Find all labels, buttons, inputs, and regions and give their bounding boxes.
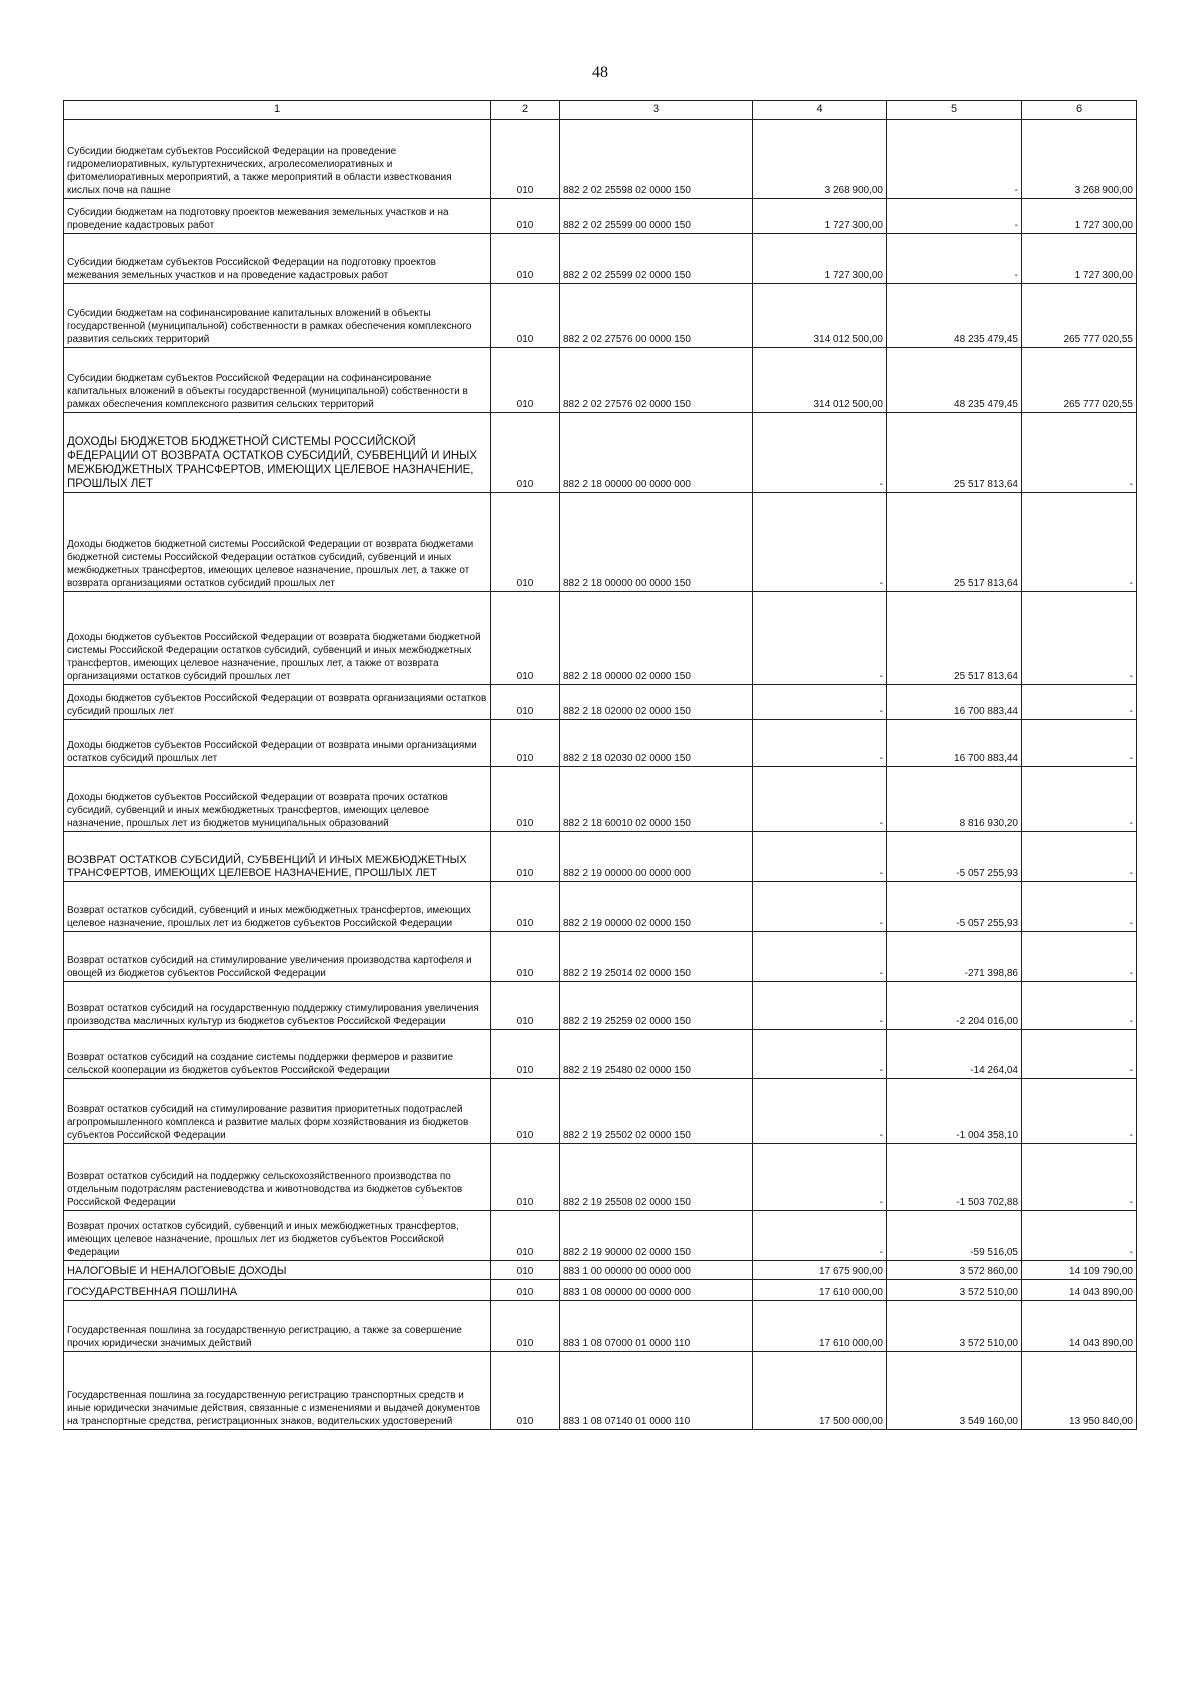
row-name: НАЛОГОВЫЕ И НЕНАЛОГОВЫЕ ДОХОДЫ — [64, 1261, 491, 1280]
row-name: Доходы бюджетов субъектов Российской Федерации от возврата бюджетами бюджетной системы Российской Федерации остатков субсидий, субвенций и иных межбюджетных трансфертов, имеющих целевое назначение, прошлых лет, а также от возврата организациями остатков субсидий прошлых лет — [64, 592, 491, 685]
table-row — [64, 493, 1137, 592]
row-code: 010 — [491, 413, 560, 493]
row-name: ГОСУДАРСТВЕННАЯ ПОШЛИНА — [64, 1280, 491, 1301]
row-col5-value: 3 572 510,00 — [887, 1280, 1022, 1301]
table-row — [64, 284, 1137, 348]
col-header-5: 5 — [887, 101, 1022, 120]
row-col5-value: -14 264,04 — [887, 1030, 1022, 1079]
row-col4-value: 314 012 500,00 — [753, 284, 887, 348]
table-row — [64, 234, 1137, 284]
row-col5-value: 25 517 813,64 — [887, 592, 1022, 685]
row-kbk: 882 2 02 27576 00 0000 150 — [560, 284, 753, 348]
budget-table — [63, 100, 1137, 1430]
header-row — [64, 101, 1137, 120]
row-kbk: 882 2 18 02030 02 0000 150 — [560, 720, 753, 767]
row-kbk: 882 2 19 25014 02 0000 150 — [560, 932, 753, 982]
row-code: 010 — [491, 199, 560, 234]
row-kbk: 882 2 19 25259 02 0000 150 — [560, 982, 753, 1030]
row-col5-value: -59 516,05 — [887, 1211, 1022, 1261]
row-name: Субсидии бюджетам на подготовку проектов межевания земельных участков и на проведение кадастровых работ — [64, 199, 491, 234]
table-row — [64, 982, 1137, 1030]
row-col6-value: - — [1022, 982, 1137, 1030]
row-name: Государственная пошлина за государственную регистрацию, а также за совершение прочих юридически значимых действий — [64, 1301, 491, 1352]
row-col4-value: 314 012 500,00 — [753, 348, 887, 413]
row-name: Возврат остатков субсидий на создание системы поддержки фермеров и развитие сельской кооперации из бюджетов субъектов Российской Федерации — [64, 1030, 491, 1079]
table-row — [64, 199, 1137, 234]
row-col6-value: 14 043 890,00 — [1022, 1301, 1137, 1352]
row-name: Субсидии бюджетам субъектов Российской Федерации на проведение гидромелиоративных, культуртехнических, агролесомелиоративных и фитомелиоративных мероприятий, а также мероприятий в области известкования кислых почв на пашне — [64, 120, 491, 199]
row-col4-value: - — [753, 982, 887, 1030]
row-name: Возврат остатков субсидий на стимулирование увеличения производства картофеля и овощей из бюджетов субъектов Российской Федерации — [64, 932, 491, 982]
row-col4-value: 3 268 900,00 — [753, 120, 887, 199]
row-col4-value: 17 610 000,00 — [753, 1280, 887, 1301]
row-col5-value: 3 572 510,00 — [887, 1301, 1022, 1352]
row-kbk: 882 2 02 27576 02 0000 150 — [560, 348, 753, 413]
row-col5-value: 3 549 160,00 — [887, 1352, 1022, 1430]
row-kbk: 883 1 08 00000 00 0000 000 — [560, 1280, 753, 1301]
row-col4-value: 17 500 000,00 — [753, 1352, 887, 1430]
row-col4-value: - — [753, 832, 887, 882]
row-col5-value: 8 816 930,20 — [887, 767, 1022, 832]
table-row — [64, 767, 1137, 832]
row-col4-value: - — [753, 720, 887, 767]
row-col6-value: 265 777 020,55 — [1022, 284, 1137, 348]
row-col4-value: - — [753, 413, 887, 493]
row-col5-value: 48 235 479,45 — [887, 348, 1022, 413]
row-col5-value: - — [887, 199, 1022, 234]
row-name: Возврат прочих остатков субсидий, субвенций и иных межбюджетных трансфертов, имеющих целевое назначение, прошлых лет из бюджетов субъектов Российской Федерации — [64, 1211, 491, 1261]
row-kbk: 882 2 19 25502 02 0000 150 — [560, 1079, 753, 1144]
row-name: Субсидии бюджетам субъектов Российской Федерации на софинансирование капитальных вложений в объекты государственной (муниципальной) собственности в рамках обеспечения комплексного развития сельских территорий — [64, 348, 491, 413]
row-col6-value: 14 109 790,00 — [1022, 1261, 1137, 1280]
row-name: Субсидии бюджетам на софинансирование капитальных вложений в объекты государственной (муниципальной) собственности в рамках обеспечения комплексного развития сельских территорий — [64, 284, 491, 348]
row-col6-value: - — [1022, 832, 1137, 882]
row-code: 010 — [491, 348, 560, 413]
row-col6-value: 1 727 300,00 — [1022, 199, 1137, 234]
row-col6-value: 13 950 840,00 — [1022, 1352, 1137, 1430]
row-kbk: 882 2 18 00000 00 0000 150 — [560, 493, 753, 592]
row-col5-value: 16 700 883,44 — [887, 720, 1022, 767]
row-col5-value: -1 004 358,10 — [887, 1079, 1022, 1144]
row-code: 010 — [491, 720, 560, 767]
row-kbk: 882 2 19 25480 02 0000 150 — [560, 1030, 753, 1079]
table-row — [64, 1144, 1137, 1211]
table-row — [64, 413, 1137, 493]
row-col4-value: - — [753, 932, 887, 982]
row-code: 010 — [491, 284, 560, 348]
row-name: Доходы бюджетов субъектов Российской Федерации от возврата прочих остатков субсидий, субвенций и иных межбюджетных трансфертов, имеющих целевое назначение, прошлых лет из бюджетов муниципальных образований — [64, 767, 491, 832]
row-name: Доходы бюджетов бюджетной системы Российской Федерации от возврата бюджетами бюджетной системы Российской Федерации остатков субсидий, субвенций и иных межбюджетных трансфертов, имеющих целевое назначение, прошлых лет, а также от возврата организациями остатков субсидий прошлых лет — [64, 493, 491, 592]
row-col4-value: - — [753, 1079, 887, 1144]
table-row — [64, 1079, 1137, 1144]
row-col6-value: - — [1022, 1144, 1137, 1211]
row-code: 010 — [491, 767, 560, 832]
row-col5-value: - — [887, 234, 1022, 284]
col-header-3: 3 — [560, 101, 753, 120]
table-row — [64, 120, 1137, 199]
row-col4-value: - — [753, 767, 887, 832]
row-col6-value: - — [1022, 1030, 1137, 1079]
table-body — [64, 120, 1137, 1430]
row-code: 010 — [491, 982, 560, 1030]
row-col6-value: 265 777 020,55 — [1022, 348, 1137, 413]
row-code: 010 — [491, 1030, 560, 1079]
table-row — [64, 1261, 1137, 1280]
row-col4-value: - — [753, 1144, 887, 1211]
row-code: 010 — [491, 592, 560, 685]
row-name: Субсидии бюджетам субъектов Российской Федерации на подготовку проектов межевания земельных участков и на проведение кадастровых работ — [64, 234, 491, 284]
row-col4-value: 17 610 000,00 — [753, 1301, 887, 1352]
row-col5-value: - — [887, 120, 1022, 199]
row-kbk: 882 2 19 25508 02 0000 150 — [560, 1144, 753, 1211]
row-code: 010 — [491, 234, 560, 284]
row-col5-value: -2 204 016,00 — [887, 982, 1022, 1030]
col-header-1: 1 — [64, 101, 491, 120]
row-col4-value: 1 727 300,00 — [753, 199, 887, 234]
row-code: 010 — [491, 1261, 560, 1280]
row-code: 010 — [491, 932, 560, 982]
row-code: 010 — [491, 493, 560, 592]
row-col4-value: 17 675 900,00 — [753, 1261, 887, 1280]
row-col5-value: -5 057 255,93 — [887, 832, 1022, 882]
row-col4-value: - — [753, 685, 887, 720]
col-header-2: 2 — [491, 101, 560, 120]
row-col6-value: - — [1022, 767, 1137, 832]
row-name: Доходы бюджетов субъектов Российской Федерации от возврата организациями остатков субсидий прошлых лет — [64, 685, 491, 720]
col-header-4: 4 — [753, 101, 887, 120]
row-col6-value: - — [1022, 685, 1137, 720]
row-col6-value: - — [1022, 493, 1137, 592]
row-name: Возврат остатков субсидий на стимулирование развития приоритетных подотраслей агропромышленного комплекса и развитие малых форм хозяйствования из бюджетов субъектов Российской Федерации — [64, 1079, 491, 1144]
row-kbk: 882 2 18 00000 02 0000 150 — [560, 592, 753, 685]
table-row — [64, 348, 1137, 413]
row-kbk: 883 1 08 07000 01 0000 110 — [560, 1301, 753, 1352]
row-col5-value: 3 572 860,00 — [887, 1261, 1022, 1280]
row-col4-value: 1 727 300,00 — [753, 234, 887, 284]
row-code: 010 — [491, 1079, 560, 1144]
row-col4-value: - — [753, 493, 887, 592]
row-kbk: 882 2 19 00000 00 0000 000 — [560, 832, 753, 882]
table-row — [64, 685, 1137, 720]
row-name: ВОЗВРАТ ОСТАТКОВ СУБСИДИЙ, СУБВЕНЦИЙ И ИНЫХ МЕЖБЮДЖЕТНЫХ ТРАНСФЕРТОВ, ИМЕЮЩИХ ЦЕЛЕВОЕ НАЗНАЧЕНИЕ, ПРОШЛЫХ ЛЕТ — [64, 832, 491, 882]
table-row — [64, 1352, 1137, 1430]
row-col5-value: 16 700 883,44 — [887, 685, 1022, 720]
row-col6-value: - — [1022, 413, 1137, 493]
page-number: 48 — [592, 64, 608, 81]
table-row — [64, 720, 1137, 767]
row-code: 010 — [491, 1352, 560, 1430]
row-name: Доходы бюджетов субъектов Российской Федерации от возврата иными организациями остатков субсидий прошлых лет — [64, 720, 491, 767]
row-col4-value: - — [753, 1030, 887, 1079]
row-name: ДОХОДЫ БЮДЖЕТОВ БЮДЖЕТНОЙ СИСТЕМЫ РОССИЙСКОЙ ФЕДЕРАЦИИ ОТ ВОЗВРАТА ОСТАТКОВ СУБСИДИЙ, СУБВЕНЦИЙ И ИНЫХ МЕЖБЮДЖЕТНЫХ ТРАНСФЕРТОВ, ИМЕЮЩИХ ЦЕЛЕВОЕ НАЗНАЧЕНИЕ, ПРОШЛЫХ ЛЕТ — [64, 413, 491, 493]
table-row — [64, 1301, 1137, 1352]
table-row — [64, 832, 1137, 882]
row-col4-value: - — [753, 882, 887, 932]
col-header-6: 6 — [1022, 101, 1137, 120]
row-kbk: 882 2 18 00000 00 0000 000 — [560, 413, 753, 493]
row-kbk: 882 2 02 25599 02 0000 150 — [560, 234, 753, 284]
row-code: 010 — [491, 685, 560, 720]
row-code: 010 — [491, 120, 560, 199]
table-row — [64, 1280, 1137, 1301]
row-col6-value: - — [1022, 592, 1137, 685]
table-row — [64, 932, 1137, 982]
row-col5-value: 48 235 479,45 — [887, 284, 1022, 348]
row-code: 010 — [491, 882, 560, 932]
row-name: Возврат остатков субсидий на поддержку сельскохозяйственного производства по отдельным подотраслям растениеводства и животноводства из бюджетов субъектов Российской Федерации — [64, 1144, 491, 1211]
row-kbk: 882 2 19 90000 02 0000 150 — [560, 1211, 753, 1261]
row-col5-value: 25 517 813,64 — [887, 493, 1022, 592]
row-kbk: 882 2 02 25598 02 0000 150 — [560, 120, 753, 199]
row-col6-value: - — [1022, 1211, 1137, 1261]
row-col6-value: 1 727 300,00 — [1022, 234, 1137, 284]
row-col5-value: -271 398,86 — [887, 932, 1022, 982]
row-col4-value: - — [753, 592, 887, 685]
table-row — [64, 1030, 1137, 1079]
table-row — [64, 1211, 1137, 1261]
row-col6-value: 14 043 890,00 — [1022, 1280, 1137, 1301]
row-col6-value: 3 268 900,00 — [1022, 120, 1137, 199]
row-kbk: 882 2 02 25599 00 0000 150 — [560, 199, 753, 234]
row-name: Государственная пошлина за государственную регистрацию транспортных средств и иные юридически значимые действия, связанные с изменениями и выдачей документов на транспортные средства, регистрационных знаков, водительских удостоверений — [64, 1352, 491, 1430]
row-col5-value: -5 057 255,93 — [887, 882, 1022, 932]
row-kbk: 882 2 19 00000 02 0000 150 — [560, 882, 753, 932]
row-name: Возврат остатков субсидий на государственную поддержку стимулирования увеличения производства масличных культур из бюджетов субъектов Российской Федерации — [64, 982, 491, 1030]
row-kbk: 882 2 18 02000 02 0000 150 — [560, 685, 753, 720]
row-kbk: 882 2 18 60010 02 0000 150 — [560, 767, 753, 832]
table-row — [64, 592, 1137, 685]
row-code: 010 — [491, 832, 560, 882]
row-col4-value: - — [753, 1211, 887, 1261]
table-row — [64, 882, 1137, 932]
row-kbk: 883 1 08 07140 01 0000 110 — [560, 1352, 753, 1430]
row-code: 010 — [491, 1301, 560, 1352]
row-code: 010 — [491, 1211, 560, 1261]
row-col5-value: 25 517 813,64 — [887, 413, 1022, 493]
row-col5-value: -1 503 702,88 — [887, 1144, 1022, 1211]
row-name: Возврат остатков субсидий, субвенций и иных межбюджетных трансфертов, имеющих целевое назначение, прошлых лет из бюджетов субъектов Российской Федерации — [64, 882, 491, 932]
row-kbk: 883 1 00 00000 00 0000 000 — [560, 1261, 753, 1280]
row-col6-value: - — [1022, 1079, 1137, 1144]
row-code: 010 — [491, 1144, 560, 1211]
row-col6-value: - — [1022, 932, 1137, 982]
row-code: 010 — [491, 1280, 560, 1301]
row-col6-value: - — [1022, 720, 1137, 767]
row-col6-value: - — [1022, 882, 1137, 932]
